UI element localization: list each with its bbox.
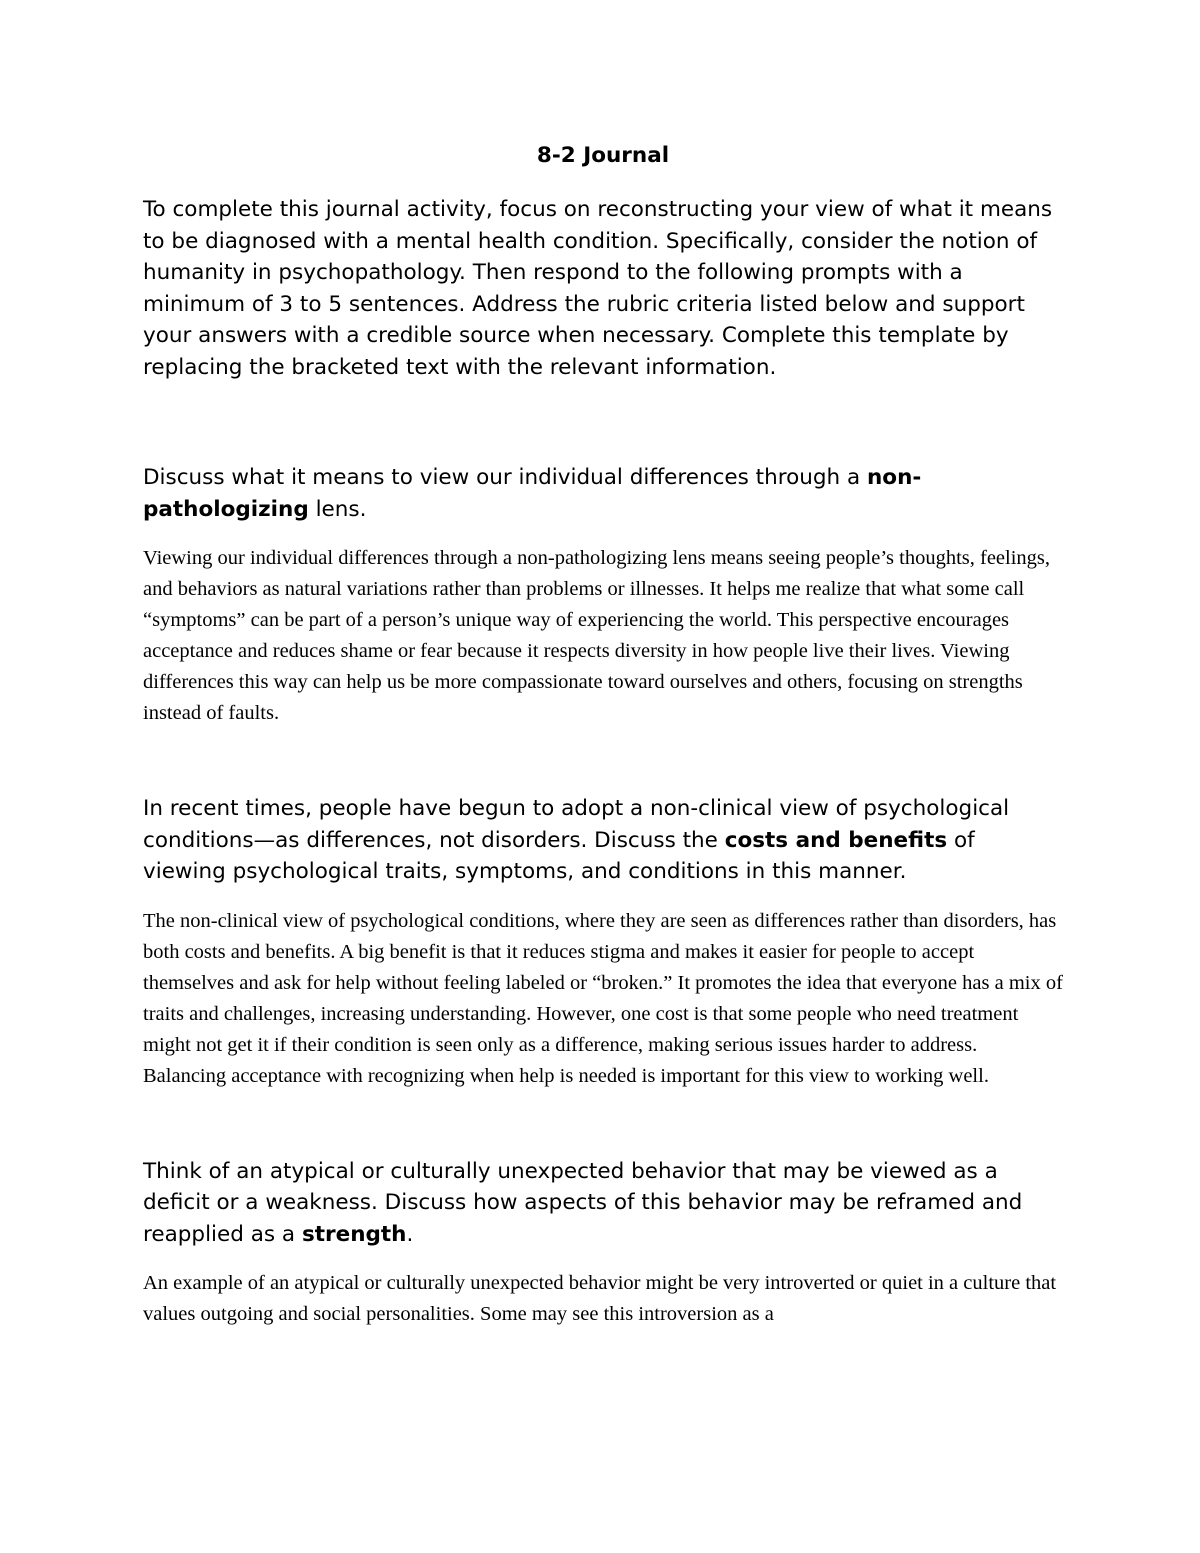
prompt-heading-3: [143, 1156, 1063, 1251]
intro-paragraph: To complete this journal activity, focus on reconstructing your view of what it means to be diagnosed with a mental health condition. Specifically, consider the notion of humanity in psychopathology. Then respond to the following prompts with a minimum of 3 to 5 sentences. Address the rubric criteria listed below and support your answers with a credible source when necessary. Complete this template by replacing the bracketed text with the relevant information.: [143, 197, 1053, 380]
prompt-2-bold: costs and benefits: [724, 827, 948, 853]
answer-paragraph-2: The non-clinical view of psychological conditions, where they are seen as differences rather than disorders, has both costs and benefits. A big benefit is that it reduces stigma and makes it easier for people to accept themselves and ask for help without feeling labeled or “broken.” It promotes the idea that everyone has a mix of traits and challenges, increasing understanding. However, one cost is that some people who need treatment might not get it if their condition is seen only as a difference, making serious issues harder to address. Balancing acceptance with recognizing when help is needed is important for this view to working well.: [143, 909, 1063, 1087]
prompt-heading-2: [143, 793, 1063, 888]
document-body: [143, 140, 1063, 1330]
prompt-3-text: Think of an atypical or culturally unexpected behavior that may be viewed as a deficit or a weakness. Discuss how aspects of this behavior may be reframed and reapplied as a: [143, 1158, 1023, 1247]
prompt-2-text: In recent times, people have begun to adopt a non-clinical view of psychological conditions—as differences, not disorders. Discuss the: [143, 796, 1010, 853]
prompt-1-text: Discuss what it means to view our individual differences through a: [143, 465, 867, 490]
prompt-heading-1: [143, 462, 1063, 525]
prompt-1-tail: lens.: [308, 496, 367, 522]
answer-paragraph-3: An example of an atypical or culturally unexpected behavior might be very introverted or quiet in a culture that values outgoing and social personalities. Some may see this introversion as a: [143, 1272, 1057, 1325]
document-title: 8-2 Journal: [536, 143, 670, 168]
prompt-1-bold: non-pathologizing: [143, 465, 922, 522]
prompt-3-bold: strength: [301, 1221, 407, 1247]
prompt-2-tail: of viewing psychological traits, symptoms, and conditions in this manner.: [143, 827, 975, 884]
prompt-3-tail: .: [406, 1221, 414, 1247]
answer-paragraph-1: Viewing our individual differences through a non-pathologizing lens means seeing people’s thoughts, feelings, and behaviors as natural variations rather than problems or illnesses. It helps me realize that what some call “symptoms” can be part of a person’s unique way of experiencing the world. This perspective encourages acceptance and reduces shame or fear because it respects diversity in how people live their lives. Viewing differences this way can help us be more compassionate toward ourselves and others, focusing on strengths instead of faults.: [143, 547, 1051, 724]
